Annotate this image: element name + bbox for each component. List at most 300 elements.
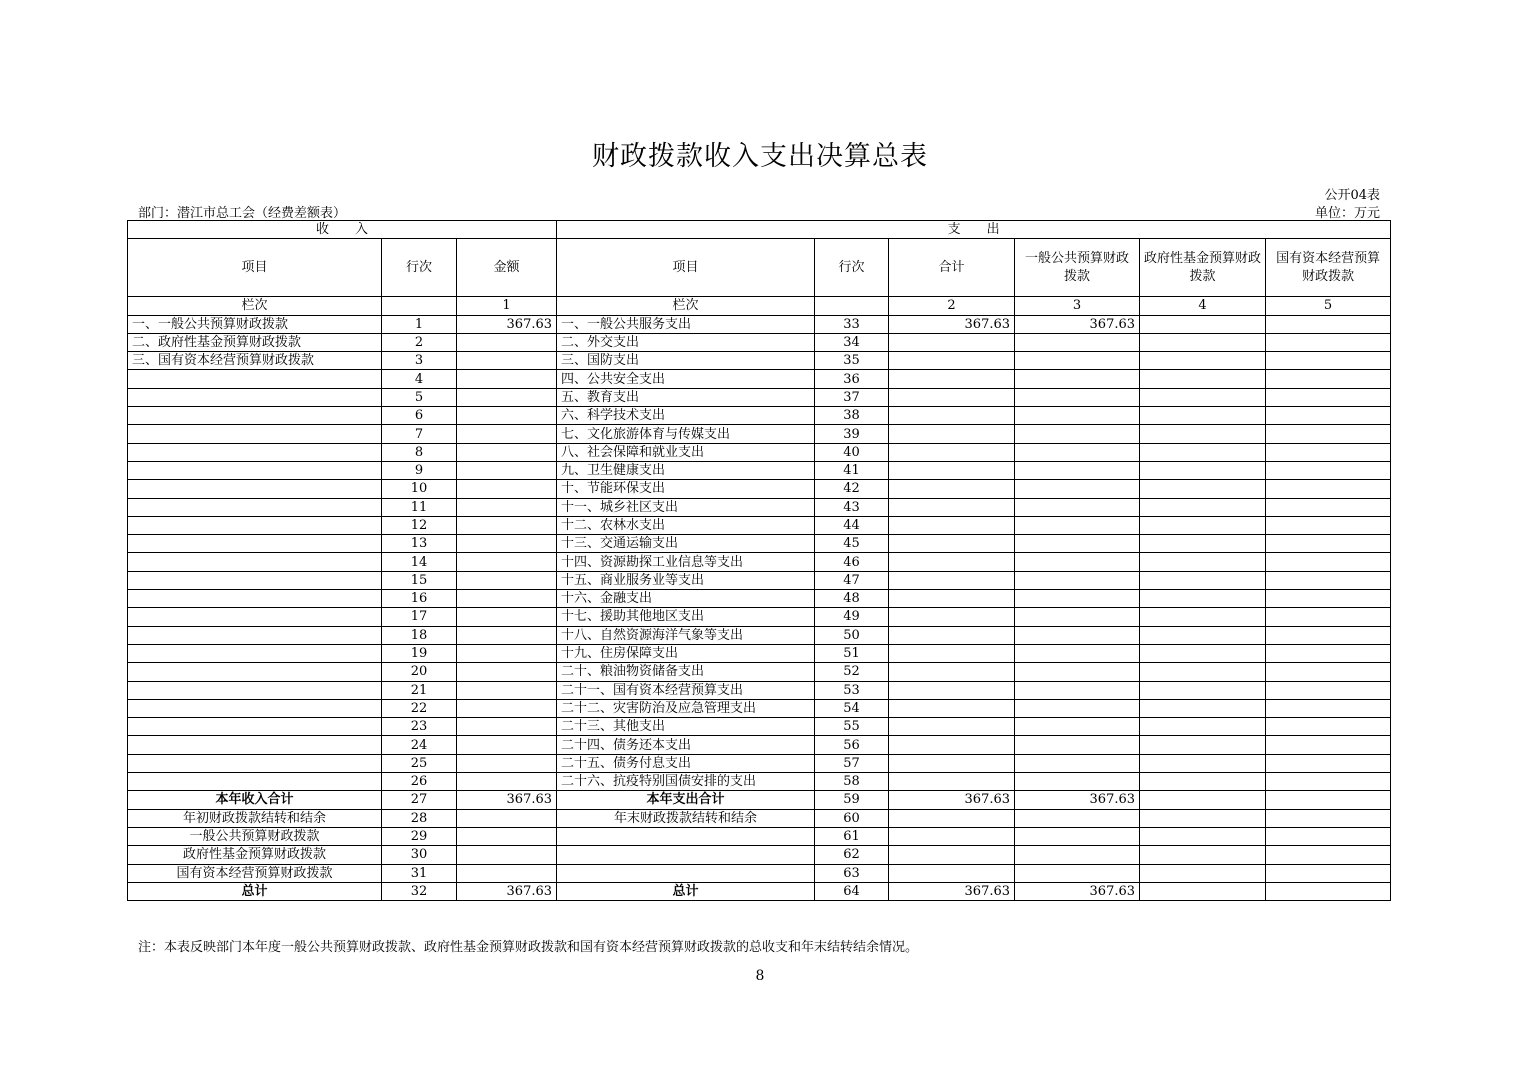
gov-fund-cell xyxy=(1140,882,1266,900)
general-budget-cell: 367.63 xyxy=(1015,315,1140,333)
table-row xyxy=(128,773,1391,791)
income-row-no-cell: 25 xyxy=(382,754,457,772)
unit-label: 单位：万元 xyxy=(1314,206,1380,221)
state-capital-cell xyxy=(1266,590,1391,608)
income-row-no-cell: 2 xyxy=(382,333,457,351)
expense-row-no-cell: 54 xyxy=(815,699,889,717)
income-row-no-cell: 19 xyxy=(382,644,457,662)
expense-row-no-cell: 33 xyxy=(815,315,889,333)
table-row xyxy=(128,535,1391,553)
general-budget-cell xyxy=(1015,590,1140,608)
table-row xyxy=(128,590,1391,608)
gov-fund-cell xyxy=(1140,571,1266,589)
index-label-expense: 栏次 xyxy=(557,297,815,315)
table-row xyxy=(128,516,1391,534)
state-capital-cell xyxy=(1266,846,1391,864)
expense-item-cell: 二十二、灾害防治及应急管理支出 xyxy=(557,699,815,717)
expense-row-no-cell: 57 xyxy=(815,754,889,772)
table-row xyxy=(128,388,1391,406)
expense-row-no-cell: 43 xyxy=(815,498,889,516)
income-item-cell: 总计 xyxy=(128,882,382,900)
expense-row-no-cell: 55 xyxy=(815,718,889,736)
income-row-no-cell: 3 xyxy=(382,352,457,370)
total-cell xyxy=(889,626,1015,644)
income-item-cell: 一、一般公共预算财政拨款 xyxy=(128,315,382,333)
income-amount-cell xyxy=(457,480,557,498)
general-budget-cell xyxy=(1015,498,1140,516)
total-cell xyxy=(889,516,1015,534)
budget-table xyxy=(127,220,1391,901)
gov-fund-cell xyxy=(1140,388,1266,406)
expense-row-no-cell: 64 xyxy=(815,882,889,900)
income-amount-cell xyxy=(457,626,557,644)
income-amount-cell: 367.63 xyxy=(457,315,557,333)
expense-row-no-cell: 36 xyxy=(815,370,889,388)
total-cell xyxy=(889,608,1015,626)
income-amount-cell: 367.63 xyxy=(457,791,557,809)
gov-fund-cell xyxy=(1140,498,1266,516)
general-budget-cell: 367.63 xyxy=(1015,791,1140,809)
table-row xyxy=(128,644,1391,662)
income-item-cell xyxy=(128,773,382,791)
state-capital-cell xyxy=(1266,809,1391,827)
state-capital-cell xyxy=(1266,315,1391,333)
expense-row-no-cell: 37 xyxy=(815,388,889,406)
total-cell xyxy=(889,663,1015,681)
income-item-cell: 一般公共预算财政拨款 xyxy=(128,827,382,845)
state-capital-cell xyxy=(1266,791,1391,809)
expense-item-cell: 十七、援助其他地区支出 xyxy=(557,608,815,626)
expense-row-no-cell: 63 xyxy=(815,864,889,882)
expense-item-cell: 总计 xyxy=(557,882,815,900)
expense-row-no-cell: 60 xyxy=(815,809,889,827)
table-row xyxy=(128,663,1391,681)
income-row-no-cell: 23 xyxy=(382,718,457,736)
general-budget-cell xyxy=(1015,718,1140,736)
col-income-item: 项目 xyxy=(128,239,382,297)
section-header-row xyxy=(128,221,1391,239)
income-amount-cell xyxy=(457,809,557,827)
state-capital-cell xyxy=(1266,736,1391,754)
state-capital-cell xyxy=(1266,388,1391,406)
income-section-header: 收 入 xyxy=(128,221,557,239)
expense-row-no-cell: 61 xyxy=(815,827,889,845)
general-budget-cell xyxy=(1015,443,1140,461)
gov-fund-cell xyxy=(1140,827,1266,845)
col-expense-item: 项目 xyxy=(557,239,815,297)
department-label: 部门：潜江市总工会（经费差额表） xyxy=(138,206,347,221)
expense-item-cell: 二十五、债务付息支出 xyxy=(557,754,815,772)
total-cell xyxy=(889,388,1015,406)
gov-fund-cell xyxy=(1140,791,1266,809)
income-item-cell xyxy=(128,754,382,772)
expense-row-no-cell: 47 xyxy=(815,571,889,589)
income-row-no-cell: 6 xyxy=(382,407,457,425)
col-total: 合计 xyxy=(889,239,1015,297)
col-gov-fund: 政府性基金预算财政拨款 xyxy=(1140,239,1266,297)
total-cell xyxy=(889,699,1015,717)
total-cell xyxy=(889,535,1015,553)
table-row xyxy=(128,461,1391,479)
gov-fund-cell xyxy=(1140,461,1266,479)
expense-item-cell xyxy=(557,827,815,845)
expense-item-cell: 二十一、国有资本经营预算支出 xyxy=(557,681,815,699)
expense-row-no-cell: 42 xyxy=(815,480,889,498)
index-income-amount: 1 xyxy=(457,297,557,315)
index-label-income: 栏次 xyxy=(128,297,382,315)
state-capital-cell xyxy=(1266,681,1391,699)
income-row-no-cell: 7 xyxy=(382,425,457,443)
income-amount-cell xyxy=(457,644,557,662)
income-item-cell xyxy=(128,425,382,443)
income-row-no-cell: 29 xyxy=(382,827,457,845)
expense-item-cell: 六、科学技术支出 xyxy=(557,407,815,425)
total-cell xyxy=(889,736,1015,754)
general-budget-cell xyxy=(1015,571,1140,589)
general-budget-cell xyxy=(1015,644,1140,662)
expense-item-cell: 四、公共安全支出 xyxy=(557,370,815,388)
income-row-no-cell: 11 xyxy=(382,498,457,516)
total-cell xyxy=(889,754,1015,772)
income-item-cell xyxy=(128,736,382,754)
state-capital-cell xyxy=(1266,553,1391,571)
general-budget-cell xyxy=(1015,370,1140,388)
table-row xyxy=(128,699,1391,717)
income-amount-cell xyxy=(457,352,557,370)
income-amount-cell xyxy=(457,827,557,845)
state-capital-cell xyxy=(1266,663,1391,681)
expense-item-cell: 八、社会保障和就业支出 xyxy=(557,443,815,461)
table-row xyxy=(128,352,1391,370)
gov-fund-cell xyxy=(1140,443,1266,461)
income-amount-cell xyxy=(457,681,557,699)
expense-row-no-cell: 51 xyxy=(815,644,889,662)
expense-row-no-cell: 56 xyxy=(815,736,889,754)
expense-row-no-cell: 39 xyxy=(815,425,889,443)
income-row-no-cell: 31 xyxy=(382,864,457,882)
state-capital-cell xyxy=(1266,773,1391,791)
income-item-cell: 三、国有资本经营预算财政拨款 xyxy=(128,352,382,370)
gov-fund-cell xyxy=(1140,864,1266,882)
income-item-cell xyxy=(128,644,382,662)
index-state-capital: 5 xyxy=(1266,297,1391,315)
income-item-cell xyxy=(128,407,382,425)
gov-fund-cell xyxy=(1140,590,1266,608)
expense-item-cell: 本年支出合计 xyxy=(557,791,815,809)
income-amount-cell xyxy=(457,498,557,516)
expense-item-cell: 十五、商业服务业等支出 xyxy=(557,571,815,589)
gov-fund-cell xyxy=(1140,553,1266,571)
gov-fund-cell xyxy=(1140,754,1266,772)
gov-fund-cell xyxy=(1140,608,1266,626)
summary-row xyxy=(128,827,1391,845)
income-row-no-cell: 18 xyxy=(382,626,457,644)
column-index-row xyxy=(128,297,1391,315)
total-cell xyxy=(889,370,1015,388)
gov-fund-cell xyxy=(1140,736,1266,754)
expense-row-no-cell: 50 xyxy=(815,626,889,644)
gov-fund-cell xyxy=(1140,370,1266,388)
table-row xyxy=(128,553,1391,571)
gov-fund-cell xyxy=(1140,846,1266,864)
expense-item-cell: 二十四、债务还本支出 xyxy=(557,736,815,754)
income-item-cell xyxy=(128,516,382,534)
expense-row-no-cell: 62 xyxy=(815,846,889,864)
income-item-cell xyxy=(128,681,382,699)
page-number: 8 xyxy=(755,968,765,984)
income-item-cell xyxy=(128,718,382,736)
general-budget-cell xyxy=(1015,388,1140,406)
income-row-no-cell: 20 xyxy=(382,663,457,681)
expense-item-cell: 十三、交通运输支出 xyxy=(557,535,815,553)
expense-item-cell xyxy=(557,846,815,864)
expense-item-cell: 一、一般公共服务支出 xyxy=(557,315,815,333)
income-item-cell xyxy=(128,535,382,553)
state-capital-cell xyxy=(1266,425,1391,443)
income-row-no-cell: 13 xyxy=(382,535,457,553)
income-amount-cell xyxy=(457,461,557,479)
income-item-cell xyxy=(128,571,382,589)
income-amount-cell xyxy=(457,535,557,553)
expense-row-no-cell: 40 xyxy=(815,443,889,461)
state-capital-cell xyxy=(1266,882,1391,900)
income-item-cell xyxy=(128,498,382,516)
income-amount-cell xyxy=(457,718,557,736)
general-budget-cell xyxy=(1015,516,1140,534)
gov-fund-cell xyxy=(1140,681,1266,699)
index-gov-fund: 4 xyxy=(1140,297,1266,315)
total-cell xyxy=(889,425,1015,443)
income-item-cell xyxy=(128,663,382,681)
table-row xyxy=(128,407,1391,425)
summary-row xyxy=(128,846,1391,864)
expense-row-no-cell: 59 xyxy=(815,791,889,809)
income-amount-cell xyxy=(457,699,557,717)
expense-item-cell: 七、文化旅游体育与传媒支出 xyxy=(557,425,815,443)
total-cell xyxy=(889,864,1015,882)
table-row xyxy=(128,571,1391,589)
income-amount-cell xyxy=(457,590,557,608)
expense-item-cell: 十二、农林水支出 xyxy=(557,516,815,534)
income-item-cell xyxy=(128,388,382,406)
income-amount-cell xyxy=(457,553,557,571)
total-cell xyxy=(889,480,1015,498)
income-item-cell xyxy=(128,626,382,644)
col-income-row-no: 行次 xyxy=(382,239,457,297)
index-general-budget: 3 xyxy=(1015,297,1140,315)
total-cell xyxy=(889,443,1015,461)
state-capital-cell xyxy=(1266,516,1391,534)
expense-row-no-cell: 48 xyxy=(815,590,889,608)
total-cell xyxy=(889,827,1015,845)
total-cell xyxy=(889,846,1015,864)
general-budget-cell xyxy=(1015,461,1140,479)
state-capital-cell xyxy=(1266,644,1391,662)
income-item-cell: 国有资本经营预算财政拨款 xyxy=(128,864,382,882)
general-budget-cell xyxy=(1015,425,1140,443)
general-budget-cell xyxy=(1015,333,1140,351)
general-budget-cell xyxy=(1015,736,1140,754)
summary-row xyxy=(128,809,1391,827)
total-cell: 367.63 xyxy=(889,791,1015,809)
expense-row-no-cell: 52 xyxy=(815,663,889,681)
income-item-cell xyxy=(128,553,382,571)
expense-row-no-cell: 58 xyxy=(815,773,889,791)
expense-row-no-cell: 41 xyxy=(815,461,889,479)
general-budget-cell xyxy=(1015,809,1140,827)
income-amount-cell xyxy=(457,773,557,791)
table-row xyxy=(128,608,1391,626)
general-budget-cell xyxy=(1015,773,1140,791)
income-row-no-cell: 16 xyxy=(382,590,457,608)
table-row xyxy=(128,370,1391,388)
gov-fund-cell xyxy=(1140,535,1266,553)
income-amount-cell xyxy=(457,388,557,406)
table-row xyxy=(128,480,1391,498)
general-budget-cell xyxy=(1015,754,1140,772)
table-row xyxy=(128,498,1391,516)
index-total: 2 xyxy=(889,297,1015,315)
income-item-cell: 二、政府性基金预算财政拨款 xyxy=(128,333,382,351)
general-budget-cell xyxy=(1015,626,1140,644)
general-budget-cell: 367.63 xyxy=(1015,882,1140,900)
index-empty xyxy=(815,297,889,315)
income-item-cell xyxy=(128,608,382,626)
income-amount-cell xyxy=(457,571,557,589)
expense-item-cell: 三、国防支出 xyxy=(557,352,815,370)
state-capital-cell xyxy=(1266,571,1391,589)
expense-item-cell: 九、卫生健康支出 xyxy=(557,461,815,479)
total-cell xyxy=(889,571,1015,589)
general-budget-cell xyxy=(1015,699,1140,717)
state-capital-cell xyxy=(1266,626,1391,644)
summary-row xyxy=(128,882,1391,900)
state-capital-cell xyxy=(1266,461,1391,479)
expense-item-cell: 十一、城乡社区支出 xyxy=(557,498,815,516)
total-cell xyxy=(889,498,1015,516)
expense-item-cell: 十、节能环保支出 xyxy=(557,480,815,498)
gov-fund-cell xyxy=(1140,644,1266,662)
general-budget-cell xyxy=(1015,827,1140,845)
general-budget-cell xyxy=(1015,480,1140,498)
state-capital-cell xyxy=(1266,370,1391,388)
expense-item-cell: 年末财政拨款结转和结余 xyxy=(557,809,815,827)
gov-fund-cell xyxy=(1140,809,1266,827)
general-budget-cell xyxy=(1015,553,1140,571)
gov-fund-cell xyxy=(1140,516,1266,534)
state-capital-cell xyxy=(1266,407,1391,425)
summary-row xyxy=(128,864,1391,882)
state-capital-cell xyxy=(1266,827,1391,845)
income-item-cell xyxy=(128,443,382,461)
income-row-no-cell: 17 xyxy=(382,608,457,626)
gov-fund-cell xyxy=(1140,663,1266,681)
summary-row xyxy=(128,791,1391,809)
table-row xyxy=(128,315,1391,333)
state-capital-cell xyxy=(1266,352,1391,370)
income-amount-cell xyxy=(457,407,557,425)
general-budget-cell xyxy=(1015,846,1140,864)
income-row-no-cell: 30 xyxy=(382,846,457,864)
expense-item-cell xyxy=(557,864,815,882)
gov-fund-cell xyxy=(1140,718,1266,736)
form-number: 公开04表 xyxy=(1324,188,1380,203)
state-capital-cell xyxy=(1266,443,1391,461)
gov-fund-cell xyxy=(1140,333,1266,351)
gov-fund-cell xyxy=(1140,352,1266,370)
income-item-cell xyxy=(128,699,382,717)
table-row xyxy=(128,333,1391,351)
expense-row-no-cell: 49 xyxy=(815,608,889,626)
total-cell: 367.63 xyxy=(889,882,1015,900)
income-amount-cell xyxy=(457,846,557,864)
total-cell xyxy=(889,644,1015,662)
expense-row-no-cell: 34 xyxy=(815,333,889,351)
col-expense-row-no: 行次 xyxy=(815,239,889,297)
gov-fund-cell xyxy=(1140,773,1266,791)
expense-item-cell: 十四、资源勘探工业信息等支出 xyxy=(557,553,815,571)
expense-row-no-cell: 38 xyxy=(815,407,889,425)
income-amount-cell: 367.63 xyxy=(457,882,557,900)
expense-row-no-cell: 35 xyxy=(815,352,889,370)
total-cell xyxy=(889,553,1015,571)
general-budget-cell xyxy=(1015,663,1140,681)
general-budget-cell xyxy=(1015,608,1140,626)
income-row-no-cell: 27 xyxy=(382,791,457,809)
col-state-capital: 国有资本经营预算财政拨款 xyxy=(1266,239,1391,297)
income-item-cell xyxy=(128,480,382,498)
income-amount-cell xyxy=(457,333,557,351)
general-budget-cell xyxy=(1015,352,1140,370)
income-row-no-cell: 28 xyxy=(382,809,457,827)
gov-fund-cell xyxy=(1140,480,1266,498)
gov-fund-cell xyxy=(1140,425,1266,443)
index-empty xyxy=(382,297,457,315)
table-row xyxy=(128,443,1391,461)
expense-row-no-cell: 44 xyxy=(815,516,889,534)
income-amount-cell xyxy=(457,370,557,388)
expense-item-cell: 十六、金融支出 xyxy=(557,590,815,608)
income-item-cell xyxy=(128,461,382,479)
table-row xyxy=(128,681,1391,699)
expense-item-cell: 五、教育支出 xyxy=(557,388,815,406)
col-income-amount: 金额 xyxy=(457,239,557,297)
column-header-row xyxy=(128,239,1391,297)
expense-item-cell: 二十六、抗疫特别国债安排的支出 xyxy=(557,773,815,791)
gov-fund-cell xyxy=(1140,315,1266,333)
income-row-no-cell: 10 xyxy=(382,480,457,498)
gov-fund-cell xyxy=(1140,626,1266,644)
income-row-no-cell: 26 xyxy=(382,773,457,791)
income-row-no-cell: 15 xyxy=(382,571,457,589)
income-row-no-cell: 1 xyxy=(382,315,457,333)
state-capital-cell xyxy=(1266,480,1391,498)
income-row-no-cell: 9 xyxy=(382,461,457,479)
income-amount-cell xyxy=(457,754,557,772)
expense-row-no-cell: 53 xyxy=(815,681,889,699)
expense-row-no-cell: 45 xyxy=(815,535,889,553)
state-capital-cell xyxy=(1266,535,1391,553)
total-cell xyxy=(889,809,1015,827)
state-capital-cell xyxy=(1266,864,1391,882)
total-cell xyxy=(889,773,1015,791)
general-budget-cell xyxy=(1015,535,1140,553)
expense-row-no-cell: 46 xyxy=(815,553,889,571)
total-cell xyxy=(889,590,1015,608)
income-row-no-cell: 4 xyxy=(382,370,457,388)
income-amount-cell xyxy=(457,864,557,882)
total-cell xyxy=(889,352,1015,370)
